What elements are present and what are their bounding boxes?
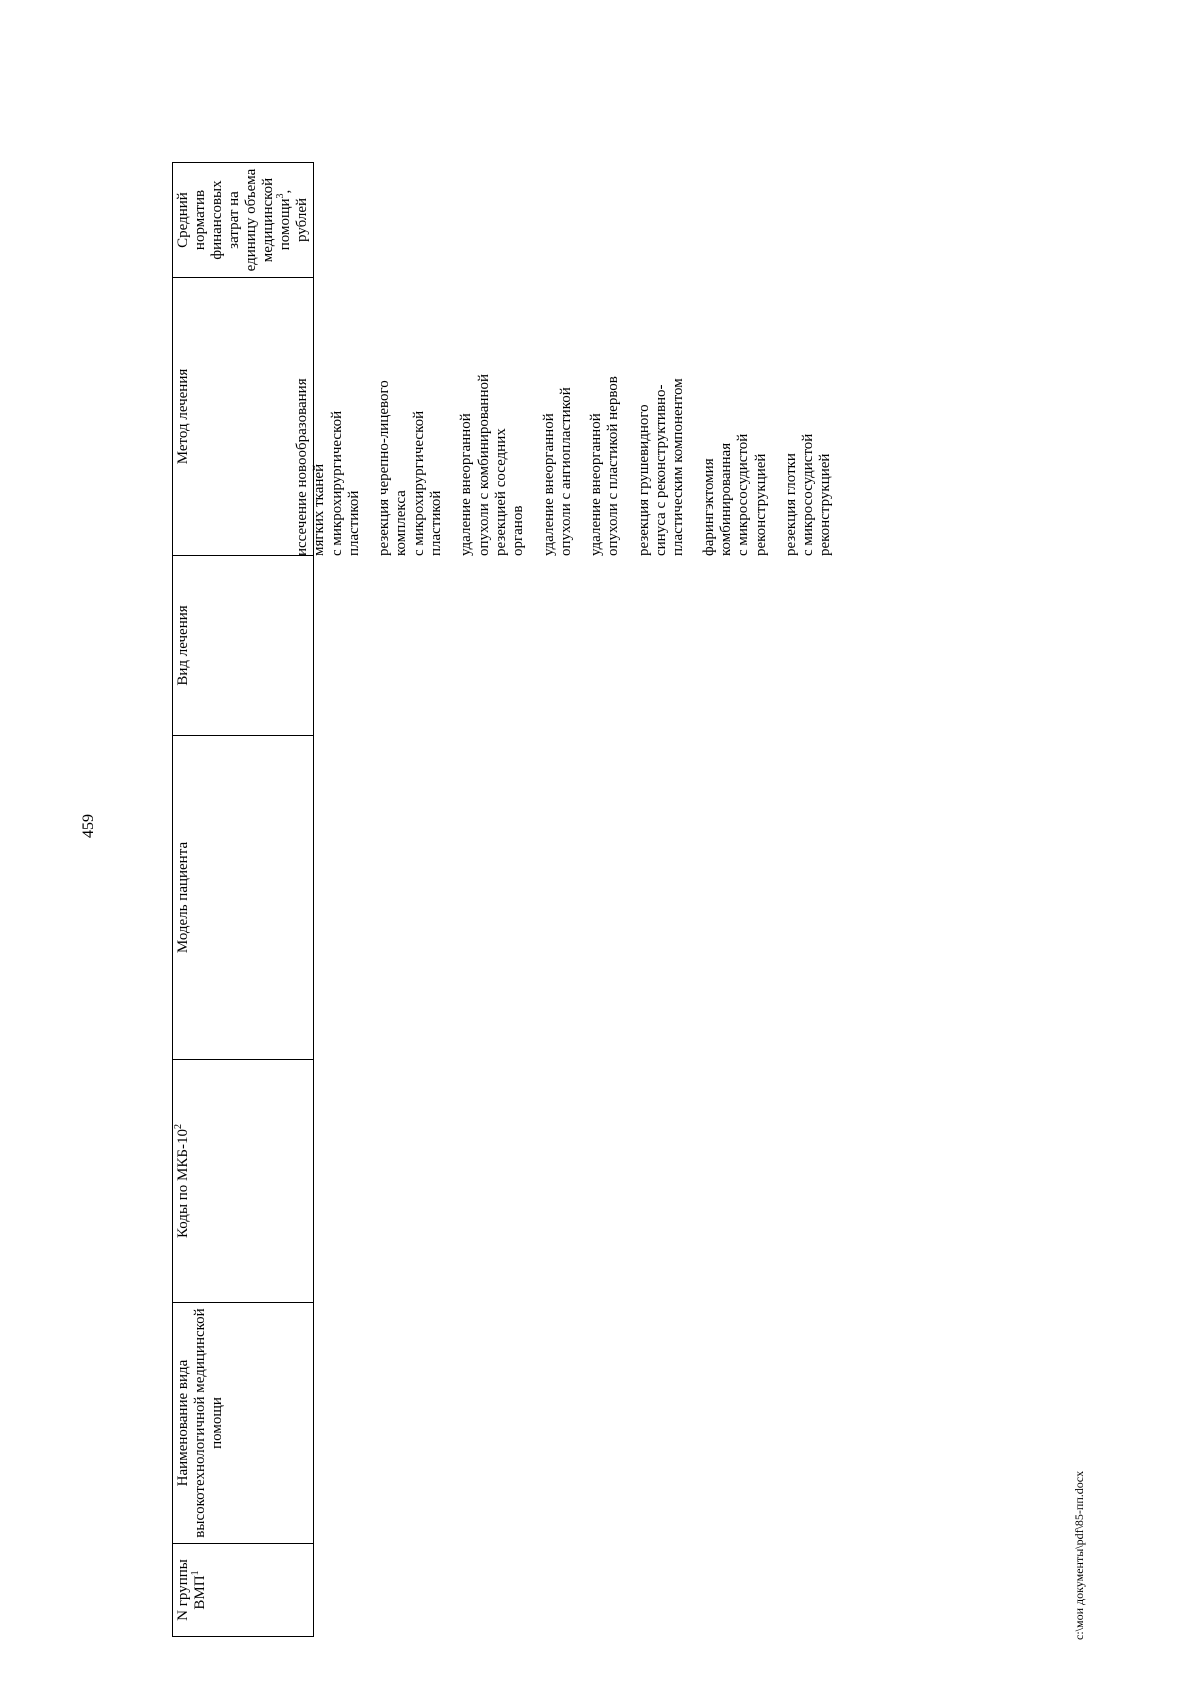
page-number: 459 — [80, 814, 97, 838]
header-text: Коды по МКБ-10 — [175, 1129, 191, 1239]
header-text: N группы ВМП — [175, 1559, 208, 1621]
header-treatment-method — [173, 278, 314, 556]
list-item: резекция грушевидного синуса с реконструктивно- пластическим компонентом — [635, 378, 687, 556]
header-cost-standard — [173, 163, 314, 278]
list-item: удаление внеорганной опухоли с комбинированной резекцией соседних органов — [458, 374, 527, 556]
header-text: Вид лечения — [175, 605, 191, 686]
treatment-methods-list — [294, 256, 848, 556]
footer-file-path: c:\мои документы\pdf\85-пп.docx — [1072, 1470, 1086, 1640]
footnote-mark: 1 — [190, 1570, 201, 1576]
header-group-number — [173, 1544, 314, 1637]
list-item: удаление внеорганной опухоли с ангиопластикой — [540, 387, 574, 556]
footnote-mark: 2 — [173, 1124, 184, 1129]
header-treatment-type — [173, 556, 314, 736]
header-table — [172, 162, 314, 1637]
header-text: Наименование вида высокотехнологичной медицинской помощи — [175, 1308, 225, 1538]
header-icd-codes — [173, 1060, 314, 1303]
table-header-row — [173, 163, 314, 1637]
list-item: резекция черепно-лицевого комплекса с микрохирургической пластикой — [376, 380, 445, 556]
list-item: резекция глотки с микрососудистой реконструкцией — [782, 433, 834, 556]
list-item: удаление внеорганной опухоли с пластикой нервов — [588, 376, 622, 556]
list-item: фарингэктомия комбинированная с микрососудистой реконструкцией — [700, 433, 769, 556]
list-item: иссечение новообразования мягких тканей с микрохирургической пластикой — [294, 378, 362, 556]
rotated-page-content — [172, 47, 1200, 1637]
header-text: Средний норматив финансовых затрат на единицу объема медицинской помощи — [175, 168, 293, 272]
footnote-mark: 3 — [275, 193, 286, 199]
header-care-type-name — [173, 1303, 314, 1544]
header-suffix: , рублей — [277, 189, 310, 243]
header-patient-model — [173, 736, 314, 1060]
header-text: Метод лечения — [175, 368, 191, 465]
header-text: Модель пациента — [175, 841, 191, 954]
